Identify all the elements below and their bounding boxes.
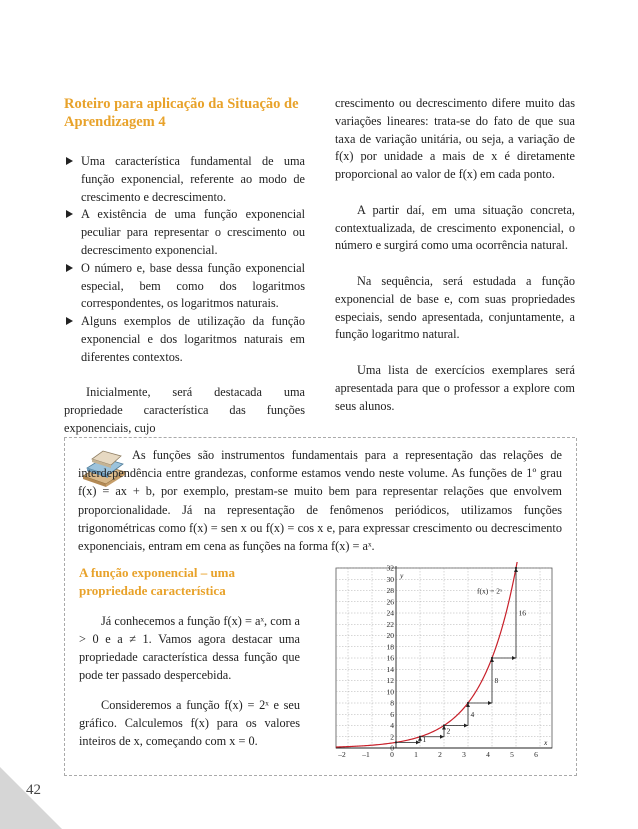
increment-label: 1 (422, 735, 427, 745)
triangle-bullet-icon (66, 264, 73, 272)
function-label: f(x) = 2ˣ (477, 586, 503, 596)
y-tick-label: 6 (390, 709, 394, 719)
y-tick-label: 30 (386, 574, 394, 584)
data-point (419, 736, 421, 738)
body-paragraph: A partir daí, em uma situação concreta, contextualizada, de crescimento exponencial, o número e surgirá como uma ocorrência natural. (335, 202, 575, 253)
objectives-list (64, 153, 305, 367)
y-tick-label: 0 (390, 743, 394, 753)
list-item: Alguns exemplos de utilização da função exponencial e dos logaritmos naturais em diferentes contextos. (64, 313, 305, 366)
list-item: A existência de uma função exponencial peculiar para representar o crescimento ou decrescimento exponencial. (64, 206, 305, 259)
x-tick-label: 5 (510, 750, 514, 759)
triangle-bullet-icon (66, 317, 73, 325)
data-point (395, 741, 397, 743)
x-tick-label: –2 (338, 750, 346, 759)
y-tick-label: 10 (386, 687, 394, 697)
page-number: 42 (26, 782, 41, 798)
y-axis-label: y (400, 571, 404, 580)
y-tick-label: 26 (386, 597, 394, 607)
x-tick-label: 2 (438, 750, 442, 759)
x-tick-label: 3 (462, 750, 466, 759)
y-tick-label: 14 (386, 664, 394, 674)
x-tick-label: 0 (390, 750, 394, 759)
y-tick-label: 2 (390, 732, 394, 742)
body-paragraph: Já conhecemos a função f(x) = aˣ, com a > 0 e a ≠ 1. Vamos agora destacar uma propriedade característica dessa função que pode ter passado despercebida. (79, 614, 300, 682)
list-item: Uma característica fundamental de uma função exponencial, referente ao modo de crescimento e decrescimento. (64, 153, 305, 206)
left-column (64, 95, 305, 438)
body-paragraph: crescimento ou decrescimento difere muito das variações lineares: trata-se do fato de que sua taxa de variação unitária, ou seja, a variação de f(x) por unidade a mais de x é diretamente proporcional ao valor de f(x) em cada ponto. (335, 96, 575, 182)
list-item: O número e, base dessa função exponencial especial, bem como dos logaritmos correspondentes, os logaritmos naturais. (64, 260, 305, 313)
triangle-bullet-icon (66, 210, 73, 218)
data-point (515, 567, 517, 569)
intro-paragraph: As funções são instrumentos fundamentais para a representação das relações de interdependência entre grandezas, conforme estamos vendo neste volume. As funções de 1º grau f(x) = ax + b, por exemplo, prestam-se muito bem para representar relações que envolvem proporcionalidade. Já na representação de fenômenos periódicos, utilizamos funções trigonométricas como f(x) = sen x ou f(x) = cos x e, para expressar crescimento ou decrescimento exponenciais, entram em cena as funções na forma f(x) = aˣ. (78, 448, 562, 554)
y-tick-label: 16 (386, 653, 394, 663)
y-tick-label: 24 (386, 608, 394, 618)
y-tick-label: 22 (386, 619, 394, 629)
x-tick-label: 1 (414, 750, 418, 759)
x-tick-label: 4 (486, 750, 490, 759)
right-column (335, 95, 575, 415)
body-paragraph: Na sequência, será estudada a função exponencial de base e, com suas propriedades especiais, sendo apresentada, conjuntamente, a função logaritmo natural. (335, 273, 575, 342)
increment-label: 16 (518, 608, 526, 618)
body-paragraph: Uma lista de exercícios exemplares será apresentada para que o professor a explore com seus alunos. (335, 362, 575, 413)
section-heading: Roteiro para aplicação da Situação de Aprendizagem 4 (64, 96, 299, 130)
y-tick-label: 18 (386, 642, 394, 652)
x-tick-label: 6 (534, 750, 538, 759)
y-tick-label: 20 (386, 631, 394, 640)
exponential-graph (314, 562, 560, 770)
increment-label: 4 (470, 709, 475, 719)
y-tick-label: 4 (390, 721, 394, 730)
y-tick-label: 32 (386, 563, 394, 573)
data-point (491, 657, 493, 659)
subsection-heading: A função exponencial – uma propriedade característica (79, 565, 236, 598)
y-tick-label: 28 (386, 586, 394, 595)
y-tick-label: 12 (386, 676, 394, 685)
body-paragraph: Consideremos a função f(x) = 2ˣ e seu gráfico. Calculemos f(x) para os valores inteiros de x, começando com x = 0. (79, 698, 300, 748)
data-point (467, 702, 469, 704)
y-tick-label: 8 (390, 698, 394, 708)
x-tick-label: –1 (362, 750, 370, 759)
x-axis-label: x (544, 738, 548, 747)
increment-label: 8 (494, 676, 499, 685)
increment-label: 2 (446, 726, 451, 736)
subsection (79, 564, 300, 750)
triangle-bullet-icon (66, 157, 73, 165)
body-paragraph: Inicialmente, será destacada uma propriedade característica das funções exponenciais, cujo (64, 385, 305, 435)
data-point (443, 724, 445, 726)
